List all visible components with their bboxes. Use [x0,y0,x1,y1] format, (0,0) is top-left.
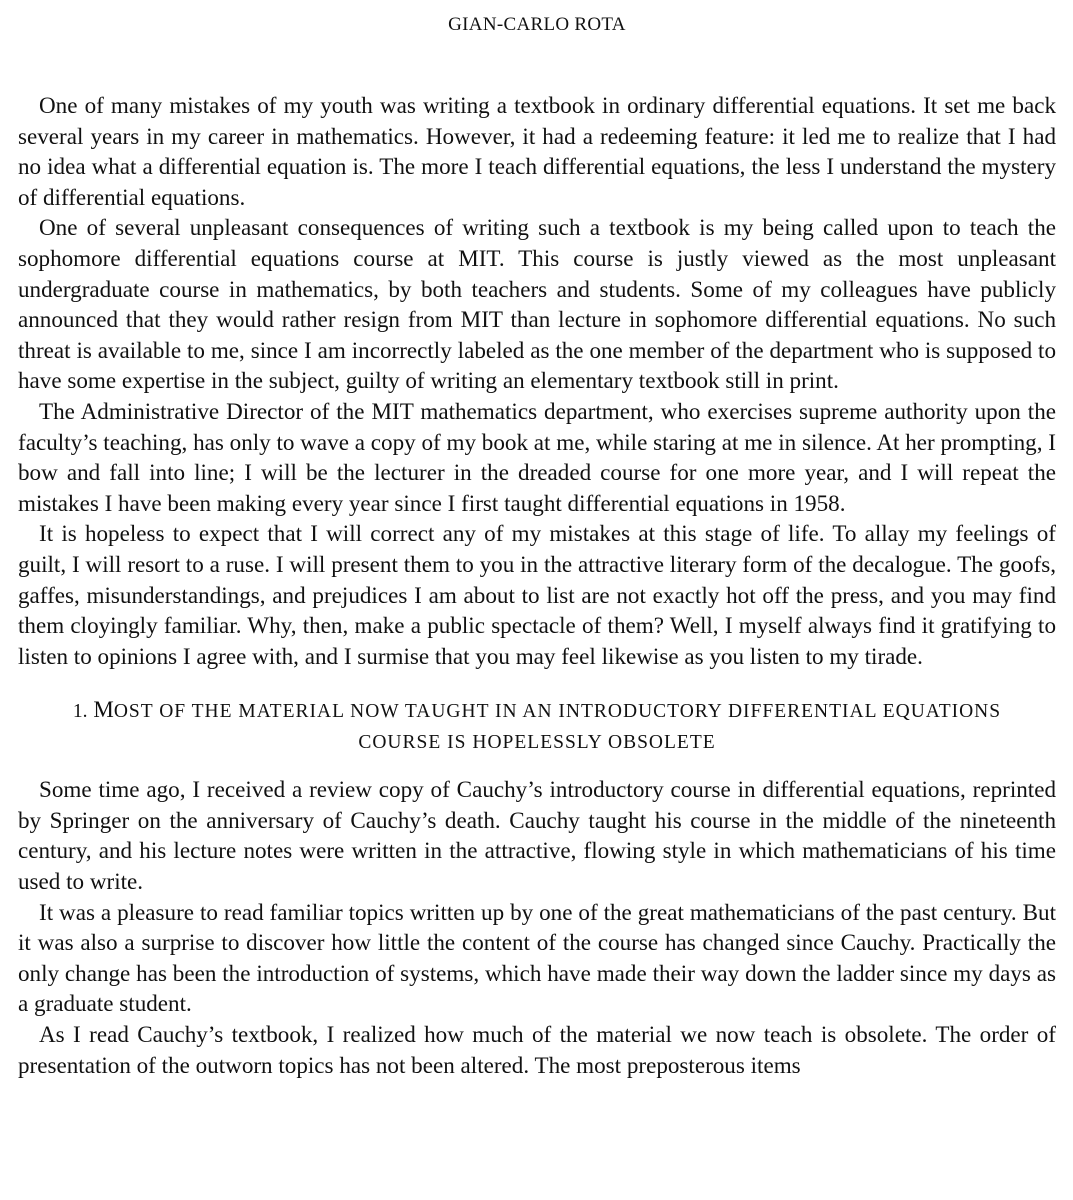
section-paragraph-1: Some time ago, I received a review copy of Cauchy’s introductory course in differential equations, reprinted by Springer on the anniversary of Cauchy’s death. Cauchy taught his course in the middle of the nineteenth century, and his lecture notes were written in the attractive, flowing style in which mathematicians of his time used to write. [18,776,1056,895]
paragraph-4: It is hopeless to expect that I will correct any of my mistakes at this stage of life. To allay my feelings of guilt, I will resort to a ruse. I will present them to you in the attractive literary form of the decalogue. The goofs, gaffes, misunderstandings, and prejudices I am about to list are not exactly hot off the press, and you may find them cloyingly familiar. Why, then, make a public spectacle of them? Well, I myself always find it gratifying to listen to opinions I agree with, and I surmise that you may feel likewise as you listen to my tirade. [18,520,1056,669]
section-heading-line-1 [18,694,1056,727]
article-body [18,90,1056,1080]
paragraph-2: One of several unpleasant consequences of writing such a textbook is my being called upon to teach the sophomore differential equations course at MIT. This course is justly viewed as the most unpleasant undergraduate course in mathematics, by both teachers and students. Some of my colleagues have publicly announced that they would rather resign from MIT than lecture in sophomore differential equations. No such threat is available to me, since I am incorrectly labeled as the one member of the department who is supposed to have some expertise in the subject, guilty of writing an elementary textbook still in print. [18,214,1056,394]
section-title-line-1: OST OF THE MATERIAL NOW TAUGHT IN AN INTRODUCTORY DIFFERENTIAL EQUATIONS [113,701,1002,723]
section-heading [18,694,1056,758]
paragraph-3: The Administrative Director of the MIT mathematics department, who exercises supreme authority upon the faculty’s teaching, has only to wave a copy of my book at me, while staring at me in silence. At her prompting, I bow and fall into line; I will be the lecturer in the dreaded course for one more year, and I will repeat the mistakes I have been making every year since I first taught differential equations in 1958. [18,397,1056,516]
section-title-initial: M [93,697,114,723]
section-paragraph-2: It was a pleasure to read familiar topics written up by one of the great mathematicians of the past century. But it was also a surprise to discover how little the content of the course has changed since Cauchy. Practically the only change has been the introduction of systems, which have made their way down the ladder since my days as a graduate student. [18,898,1056,1017]
paragraph-1: One of many mistakes of my youth was writing a textbook in ordinary differential equations. It set me back several years in my career in mathematics. However, it had a redeeming feature: it led me to realize that I had no idea what a differential equation is. The more I teach differential equations, the less I understand the mystery of differential equations. [18,92,1056,210]
section-number: 1. [72,701,88,723]
section-paragraph-3: As I read Cauchy’s textbook, I realized how much of the material we now teach is obsolete. The order of presentation of the outworn topics has not been altered. The most preposterous items [18,1021,1056,1078]
section-title-line-2: COURSE IS HOPELESSLY OBSOLETE [358,732,716,754]
running-head: GIAN-CARLO ROTA [448,14,626,35]
